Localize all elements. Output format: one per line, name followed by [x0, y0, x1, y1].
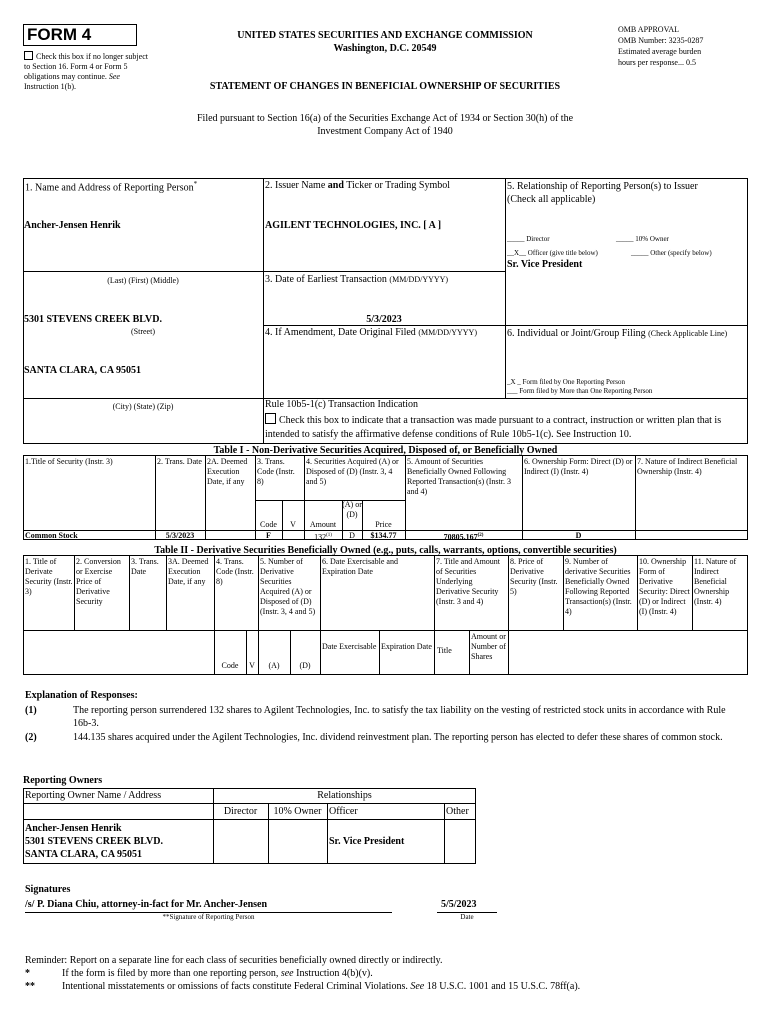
t1-h2: 2. Trans. Date: [157, 457, 202, 466]
t1-h3: 3. Trans. Code (Instr. 8): [257, 457, 295, 486]
no-longer-subject-checkbox-text[interactable]: Check this box if no longer subject to Section 16. Form 4 or Form 5 obligations may continue. See Instruction 1(b).: [24, 52, 148, 91]
t1-h2a: 2A. Deemed Execution Date, if any: [207, 457, 248, 486]
divider: [23, 271, 263, 272]
city-state-zip-label: (City) (State) (Zip): [112, 402, 174, 411]
t2-h6: 6. Date Exercisable and Expiration Date: [322, 557, 398, 576]
rel-other: _____ Other (specify below): [631, 249, 712, 257]
t2-sub-v: V: [249, 661, 255, 670]
owner-officer-title: Sr. Vice President: [329, 836, 405, 847]
t2-sub-amount: Amount or Number of Shares: [471, 632, 506, 661]
divider: [155, 455, 156, 540]
divider: [23, 630, 748, 631]
divider: [320, 555, 321, 675]
rule-10b5-checkbox[interactable]: [265, 413, 276, 424]
t2-h7: 7. Title and Amount of Securities Underlying Derivative Security (Instr. 3 and 4): [436, 557, 501, 606]
signature-label: **Signature of Reporting Person: [162, 913, 255, 921]
divider: [692, 555, 693, 630]
t2-sub-d: (D): [299, 661, 311, 670]
owners-col-officer: Officer: [329, 806, 358, 817]
t2-sub-date-ex: Date Exercisable: [322, 642, 377, 651]
reporting-person-street: 5301 STEVENS CREEK BLVD.: [24, 314, 163, 325]
signature-date-label: Date: [460, 913, 474, 921]
form-title: FORM 4: [27, 25, 92, 44]
t2-h8: 8. Price of Derivative Security (Instr. 5): [510, 557, 558, 596]
t2-h9: 9. Number of derivative Securities Beneficially Owned Following Reported Transaction(s) (Instr. 4): [565, 557, 632, 616]
owners-heading: Reporting Owners: [23, 775, 103, 786]
statement-title: STATEMENT OF CHANGES IN BENEFICIAL OWNERSHIP OF SECURITIES: [209, 81, 561, 92]
t2-h2: 2. Conversion or Exercise Price of Derivative Security: [76, 557, 121, 606]
rel-director: _____ Director: [507, 235, 550, 243]
divider: [505, 178, 506, 398]
earliest-transaction-date: 5/3/2023: [366, 314, 402, 325]
t1-row-owned: 70805.167$^{(2)}$: [443, 532, 484, 542]
t1-sub-price: Price: [375, 520, 392, 529]
box1-label: 1. Name and Address of Reporting Person*: [25, 180, 198, 194]
t2-h1: 1. Title of Derivate Security (Instr. 3): [25, 557, 73, 596]
name-parts-label: (Last) (First) (Middle): [107, 276, 179, 285]
divider: [214, 555, 215, 675]
divider: [263, 178, 264, 444]
signatures-heading: Signatures: [25, 884, 71, 895]
owners-col-rel: Relationships: [317, 790, 372, 801]
t2-sub-title: Title: [437, 646, 452, 655]
agency-name: UNITED STATES SECURITIES AND EXCHANGE COMMISSION: [237, 30, 533, 41]
t1-row-amount: 132$^{(1)}$: [314, 532, 332, 542]
divider: [379, 630, 380, 675]
divider: [444, 803, 445, 864]
t2-sub-a: (A): [268, 661, 280, 670]
footer-note1: If the form is filed by more than one reporting person, see Instruction 4(b)(v).: [62, 968, 373, 979]
box2-label: 2. Issuer Name and Ticker or Trading Symbol: [265, 180, 451, 191]
reporting-person-name: Ancher-Jensen Henrik: [24, 220, 121, 231]
divider: [508, 555, 509, 675]
divider: [205, 455, 206, 540]
divider: [166, 555, 167, 630]
t1-h4: 4. Securities Acquired (A) or Disposed of (D) (Instr. 3, 4 and 5): [306, 457, 399, 486]
filed-pursuant: Filed pursuant to Section 16(a) of the Securities Exchange Act of 1934 or Section 30(h) of the Investment Company Act of 1940: [196, 113, 574, 137]
officer-title: Sr. Vice President: [507, 259, 583, 270]
issuer-name: AGILENT TECHNOLOGIES, INC. [ A ]: [265, 220, 442, 231]
t1-sub-code: Code: [260, 520, 277, 529]
filing-multiple-persons: ___ Form filed by More than One Reporting Person: [507, 387, 653, 395]
t2-h10: 10. Ownership Form of Derivative Security: Direct (D) or Indirect (I) (Instr. 4): [639, 557, 690, 616]
t1-row-date: 5/3/2023: [165, 531, 195, 540]
divider: [563, 555, 564, 630]
owners-col-ten: 10% Owner: [273, 806, 322, 817]
no-longer-subject-checkbox[interactable]: [24, 51, 33, 60]
divider: [213, 803, 476, 804]
rel-officer: __X__ Officer (give title below): [507, 249, 598, 257]
footer-star2: **: [25, 981, 35, 992]
divider: [635, 455, 636, 540]
owners-col-other: Other: [446, 806, 469, 817]
divider: [522, 455, 523, 540]
owner-details: Ancher-Jensen Henrik 5301 STEVENS CREEK BLVD. SANTA CLARA, CA 95051: [25, 823, 164, 860]
t2-h5: 5. Number of Derivative Securities Acquired (A) or Disposed of (D) (Instr. 3, 4 and 5): [260, 557, 316, 616]
t1-h1: 1.Title of Security (Instr. 3): [25, 457, 113, 466]
t2-h3a: 3A. Deemed Execution Date, if any: [168, 557, 209, 586]
table1-title: Table I - Non-Derivative Securities Acquired, Disposed of, or Beneficially Owned: [213, 445, 558, 456]
t2-h4: 4. Trans. Code (Instr. 8): [216, 557, 254, 586]
t1-sub-v: V: [290, 520, 296, 529]
footer-star1: *: [25, 968, 30, 979]
divider: [23, 803, 213, 804]
divider: [327, 803, 328, 864]
rule-10b5-label: Rule 10b5-1(c) Transaction Indication: [265, 399, 419, 410]
reminder-text: Reminder: Report on a separate line for each class of securities beneficially owned directly or indirectly.: [25, 955, 443, 966]
t1-row-security: Common Stock: [25, 531, 78, 540]
t1-row-aord: D: [349, 531, 355, 540]
t1-sub-aord: (A) or (D): [342, 500, 362, 519]
divider: [405, 455, 406, 540]
divider: [255, 500, 405, 501]
t1-row-price: $134.77: [370, 531, 397, 540]
divider: [129, 555, 130, 630]
t1-h7: 7. Nature of Indirect Beneficial Ownership (Instr. 4): [637, 457, 738, 476]
signature-text: /s/ P. Diana Chiu, attorney-in-fact for Mr. Ancher-Jensen: [25, 899, 268, 910]
signature-date: 5/5/2023: [441, 899, 477, 910]
divider: [637, 555, 638, 630]
box4-label: 4. If Amendment, Date Original Filed (MM/DD/YYYY): [265, 327, 477, 338]
t1-row-form: D: [575, 531, 582, 540]
divider: [74, 555, 75, 630]
t2-sub-code: Code: [221, 661, 239, 670]
explanation-item-1: (1) The reporting person surrendered 132 shares to Agilent Technologies, Inc. to satisfy the tax liability on the vesting of restricted stock units in accordance with Rule 16b-3.: [25, 705, 726, 729]
divider: [434, 555, 435, 675]
street-label: (Street): [131, 327, 155, 336]
reporting-person-city: SANTA CLARA, CA 95051: [24, 365, 142, 376]
t1-h5: 5. Amount of Securities Beneficially Owned Following Reported Transaction(s) (Instr. 3 and 4): [407, 457, 511, 496]
t1-h6: 6. Ownership Form: Direct (D) or Indirect (I) (Instr. 4): [524, 457, 633, 476]
box5-label: 5. Relationship of Reporting Person(s) to Issuer (Check all applicable): [507, 181, 698, 205]
rule-10b5-text[interactable]: Check this box to indicate that a transaction was made pursuant to a contract, instruction or written plan that is intended to satisfy the affirmative defense conditions of Rule 10b5-1(c). See Instruction 10.: [265, 415, 722, 440]
agency-city: Washington, D.C. 20549: [333, 43, 437, 54]
box6-label: 6. Individual or Joint/Group Filing (Check Applicable Line): [507, 328, 728, 339]
filing-one-person: _X _ Form filed by One Reporting Person: [507, 378, 626, 386]
divider: [263, 325, 748, 326]
divider: [469, 630, 470, 675]
t2-h3: 3. Trans. Date: [131, 557, 159, 576]
t2-sub-exp: Expiration Date: [381, 642, 432, 651]
owners-col-name: Reporting Owner Name / Address: [25, 790, 162, 801]
owners-col-director: Director: [223, 806, 258, 817]
t2-h11: 11. Nature of Indirect Beneficial Ownership (Instr. 4): [694, 557, 737, 606]
omb-approval: OMB APPROVAL OMB Number: 3235-0287 Estimated average burden hours per response... 0.5: [618, 25, 704, 67]
table2-title: Table II - Derivative Securities Beneficially Owned (e.g., puts, calls, warrants, options, convertible securities): [154, 545, 617, 556]
t1-row-code: F: [266, 531, 271, 540]
footer-note2: Intentional misstatements or omissions of facts constitute Federal Criminal Violations. See 18 U.S.C. 1001 and 15 U.S.C. 78ff(a).: [62, 981, 581, 992]
t1-sub-amount: Amount: [309, 520, 337, 529]
rel-ten-percent: _____ 10% Owner: [616, 235, 669, 243]
divider: [23, 819, 476, 820]
divider: [258, 555, 259, 675]
explanation-item-2: (2) 144.135 shares acquired under the Agilent Technologies, Inc. dividend reinvestment plan. The reporting person has elected to defer these shares of common stock.: [25, 732, 723, 743]
explanation-heading: Explanation of Responses:: [25, 690, 138, 701]
box3-label: 3. Date of Earliest Transaction (MM/DD/YYYY): [265, 274, 449, 285]
divider: [263, 271, 505, 272]
